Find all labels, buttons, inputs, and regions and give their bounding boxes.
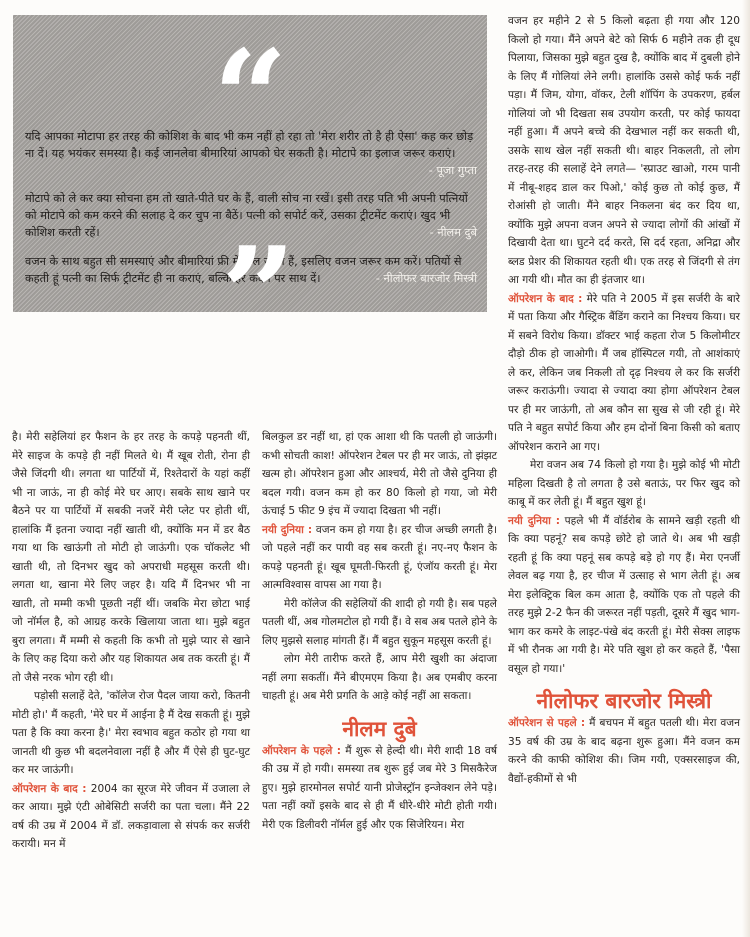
quote-text: वजन के साथ बहुत सी समस्याएं और बीमारियां फ्री में मिल जाती हैं, इसलिए वजन जरूर कम करें। पतियों से कहती हूं पत्नी का सिर्फ ट्रीटमेंट ही ना कराएं, बल्कि हर कदम पर साथ दें। xyxy=(25,255,462,285)
quote-author: - पूजा गुप्ता xyxy=(428,164,477,177)
section-heading-neelam-dubey: नीलम दुबे xyxy=(342,715,417,741)
paragraph: पड़ोसी सलाहें देते, 'कॉलेज रोज पैदल जाया करो, कितनी मोटी हो।' मैं कहती, 'मेरे घर में आईना है मैं देख सकती हूं। मुझे पता है कि क्या करना है।' मेरा स्वभाव बहुत कठोर हो गया था जानती थी कुछ भी बदलनेवाला नहीं है और मैं ऐसे ही घुट-घुट कर मर जाऊंगी। xyxy=(12,690,250,776)
article-column-1 xyxy=(12,428,250,854)
section-heading-nilofer-barjor-mistry: नीलोफर बारजोर मिस्त्री xyxy=(536,688,712,713)
paragraph: मेरा वजन अब 74 किलो हो गया है। मुझे कोई भी मोटी महिला दिखती है तो लगता है उसे बताऊं, पर फिर खुद को काबू में कर लेती हूं। मैं बहुत खुश हूं। xyxy=(508,459,740,508)
pull-quote-box xyxy=(13,15,487,312)
article-column-2 xyxy=(262,428,497,834)
paragraph: बिलकुल डर नहीं था, हां एक आशा थी कि पतली हो जाऊंगी। कभी सोचती काश! ऑपरेशन टेबल पर ही मर जाऊं, तो झंझट खत्म हो। ऑपरेशन हुआ और आश्चर्य, मेरी तो जैसे दुनिया ही बदल गयी। वजन कम हो कर 80 किलो हो गया, जो मेरी ऊंचाई 5 फीट 9 इंच में ज्यादा दिखता भी नहीं। xyxy=(262,431,497,517)
page-edge-shadow xyxy=(742,0,750,937)
paragraph xyxy=(508,512,740,679)
section-label: ऑपरेशन के पहले : xyxy=(262,744,342,757)
section-label: नयी दुनिया : xyxy=(508,514,561,527)
paragraph-text: पहले भी मैं वॉर्डरोब के सामने खड़ी रहती थी कि क्या पहनूं? सब कपड़े छोटे हो जाते थे। अब भी खड़ी रहती हूं कि क्या पहनूं सब कपड़े बड़े हो गए हैं। मेरा एनर्जी लेवल बढ़ गया है, हर चीज में उत्साह से भाग लेती हूं। अब मेरा इलेक्ट्रिक बिल कम आता है, क्योंकि एक तो पहले की तरह मुझे 2-2 फैन की जरूरत नहीं पड़ती, दूसरे मैं खुद भाग-भाग कर कमरे के लाइट-पंखे बंद करती हूं। मेरी सेक्स लाइफ में भी रौनक आ गयी है। मेरे पति खुश हो कर कहते हैं, 'पैसा वसूल हो गया।' xyxy=(508,514,740,675)
paragraph-text: मेरे पति ने 2005 में इस सर्जरी के बारे में पता किया और गैस्ट्रिक बैंडिंग कराने का निश्चय किया। घर में सबने विरोध किया। डॉक्टर भाई कहता रोज 5 किलोमीटर दौड़ो ठीक हो जाओगी। मैं जब हॉस्पिटल गयी, तो आशंकाएं ले कर, लेकिन जब निकली तो दृढ़ निश्चय ले कर कि सर्जरी जरूर कराऊंगी। ज्यादा से ज्यादा क्या होगा ऑपरेशन टेबल पर ही मर जाऊंगी, तो अब कौन सा सुख से जी रही हूं। मेरे पति ने बहुत सपोर्ट किया और हम दोनों बिना किसी को बताए ऑपरेशन कराने आ गए। xyxy=(508,292,740,453)
paragraph xyxy=(12,780,250,854)
quote-1 xyxy=(25,128,477,179)
paragraph-text: 2004 का सूरज मेरे जीवन में उजाला ले कर आया। मुझे एंटी ओबेसिटी सर्जरी का पता चला। मैंने 22 वर्ष की उम्र में 2004 में डॉ. लकड़ावाला से संपर्क कर सर्जरी करायी। मन में xyxy=(12,782,250,850)
paragraph: है। मेरी सहेलियां हर फैशन के हर तरह के कपड़े पहनती थीं, मेरे साइज के कपड़े ही नहीं मिलते थे। मैं खूब रोती, रोना ही जैसे जिंदगी थी। लगता था पार्टियों में, रिश्तेदारों के यहां कहीं भी ना जाऊं, ना ही कोई मेरे घर आए। सबके साथ खाने पर बैठने पर या पार्टियों में सबकी नजरें मेरी प्लेट पर होती थीं, हालांकि मैं इतना ज्यादा नहीं खाती थी, क्योंकि मन में डर बैठ गया था कि खाऊंगी तो मोटी हो जाऊंगी। एक चॉकलेट भी खाती थी, तो दिनभर खुद को अपराधी महसूस करती थी। लगता था, खाना मेरे लिए जहर है। यदि मैं दिनभर भी ना खाती, तो मम्मी कभी पूछती नहीं थीं। जबकि मेरा छोटा भाई जो नॉर्मल है, को आग्रह करके खिलाया जाता था। मुझे बहुत बुरा लगता। मैं मम्मी से कहती कि कभी तो मुझे प्यार से खाने के लिए कह दिया करो और यह शिकायत अब तक करती हूं। मैं तो जैसे नरक भोग रही थी। xyxy=(12,431,250,684)
section-label: ऑपरेशन से पहले : xyxy=(508,717,586,729)
paragraph-text: मैं बचपन में बहुत पतली थी। मेरा वजन 35 वर्ष की उम्र के बाद बढ़ना शुरू हुआ। मैंने वजन कम करने की काफी कोशिश की। जिम गयी, एक्सरसाइज की, वैद्यों-हकीमों से भी xyxy=(508,717,741,785)
quote-author: - नीलम दुबे xyxy=(429,226,477,239)
paragraph: वजन हर महीने 2 से 5 किलो बढ़ता ही गया और 120 किलो हो गया। मैंने अपने बेटे को सिर्फ 6 महीने तक ही दूध पिलाया, जिसका मुझे बहुत दुख है, क्योंकि बाद में दुबली होने के लिए मैं गोलियां लेने लगी। हालांकि उससे कोई फर्क नहीं पड़ा। मैं जिम, योगा, वॉकर, टेली शॉपिंग के उपकरण, हर्बल गोलियां जो भी दिखता सब उपयोग करती, पर कोई फायदा नहीं हुआ। मैं अपने बच्चे की देखभाल नहीं कर सकती थी, उसके साथ खेल नहीं सकती थी। बाहर निकलती, तो लोग तरह-तरह की सलाहें देने लगते— 'स्प्राउट खाओ, गरम पानी में नीबू-शहद डाल कर पिओ,' कोई कुछ तो कोई कुछ, मैं रोआंसी हो जाती। मैंने बाहर निकलना बंद कर दिय था, क्योंकि मुझे अपना वजन अपने से ज्यादा लोगों की आंखों में दिखायी देता था। घुटने दर्द करते, सि दर्द रहता, अनिद्रा और ब्लड प्रेशर की शिकायत रहती थी। एक तरह से जिंदगी से तंग आ गयी थी। मौत का ही इंतजार था। xyxy=(508,15,740,286)
paragraph-text: मैं शुरू से हेल्दी थी। मेरी शादी 18 वर्ष की उम्र में हो गयी। समस्या तब शुरू हुई जब मेरे 3 मिसकैरेज हुए। मुझे हारमोनल सपोर्ट यानी प्रोजेस्ट्रॉन इन्जेक्शन लेने पड़े। पता नहीं क्यों इसके बाद से ही मैं धीरे-धीरे मोटी होती गयी। मेरी एक डिलीवरी नॉर्मल हुई और एक सिजेरियन। मेरा xyxy=(262,744,497,831)
paragraph: लोग मेरी तारीफ करते हैं, आप मेरी खुशी का अंदाजा नहीं लगा सकतीं। मैंने बीएमएम किया है। अब एमबीए करना चाहती हूं। अब मेरी प्रगति के आड़े कोई नहीं आ सकता। xyxy=(262,653,497,702)
paragraph xyxy=(508,714,740,788)
open-quote-icon: “ xyxy=(213,21,288,174)
quote-text: यदि आपका मोटापा हर तरह की कोशिश के बाद भी कम नहीं हो रहा तो 'मेरा शरीर तो है ही ऐसा' कह कर छोड़ ना दें। यह भयंकर समस्या है। कई जानलेवा बीमारियां आपको घेर सकती है। मोटापे का इलाज जरूर कराएं। xyxy=(25,130,474,160)
quote-author: - नीलोफर बारजोर मिस्त्री xyxy=(375,272,477,285)
section-label: ऑपरेशन के बाद : xyxy=(12,782,87,795)
section-label: नयी दुनिया : xyxy=(262,523,313,536)
paragraph: मेरी कॉलेज की सहेलियों की शादी हो गयी है। सब पहले पतली थीं, अब गोलमटोल हो गयी हैं। वे सब अब पतले होने के लिए मुझसे सलाह मांगती हैं। मैं बहुत सुकून महसूस करती हूं। xyxy=(262,597,497,647)
paragraph-text: वजन कम हो गया है। हर चीज अच्छी लगती है। जो पहले नहीं कर पायी वह सब करती हूं। नए-नए फैशन के कपड़े पहनती हूं। खूब घूमती-फिरती हूं, एंजॉय करती हूं। मेरा आत्मविश्वास वापस आ गया है। xyxy=(262,523,497,591)
close-quote-icon: ” xyxy=(221,218,296,312)
paragraph xyxy=(262,742,497,835)
quote-text: मोटापे को ले कर क्या सोचना हम तो खाते-पीते घर के हैं, वाली सोच ना रखें। इसी तरह पति भी अपनी पत्नियों को मोटापे को कम करने की सलाह दे कर चुप ना बैठें। पत्नी को सपोर्ट करें, उसका ट्रीटमेंट कराएं। खुद भी कोशिश करती रहें। xyxy=(25,192,468,239)
article-column-3 xyxy=(508,12,740,788)
section-label: ऑपरेशन के बाद : xyxy=(508,292,583,305)
paragraph xyxy=(262,521,497,595)
paragraph xyxy=(508,290,740,457)
